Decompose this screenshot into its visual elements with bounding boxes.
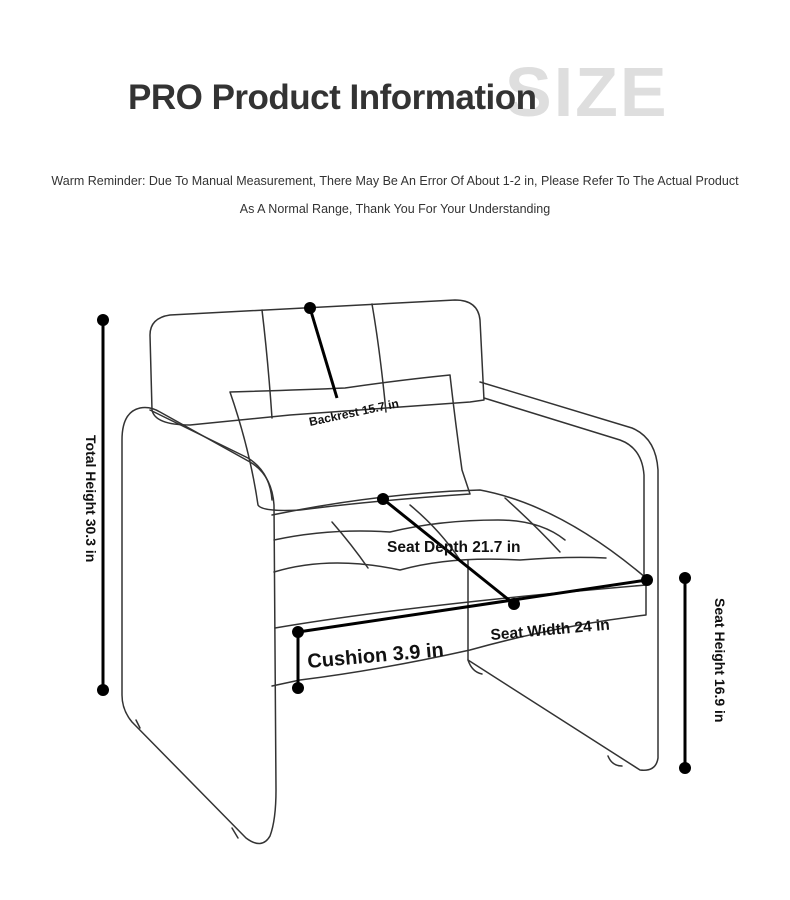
seat-depth-label: Seat Depth 21.7 in — [387, 539, 521, 556]
chair-backrest — [150, 300, 484, 425]
chair-illustration — [122, 300, 658, 844]
cushion-bottom-dot — [292, 682, 304, 694]
seat-height-top-dot — [679, 572, 691, 584]
chair-pillow — [230, 375, 470, 510]
backrest-line — [310, 308, 337, 398]
cushion-tuft-row-2 — [274, 557, 606, 572]
seat-depth-back-dot — [377, 493, 389, 505]
seat-height-label: Seat Height 16.9 in — [712, 598, 728, 723]
dimension-labels — [83, 396, 728, 722]
backrest-label: Backrest 15.7 in — [307, 396, 401, 429]
seat-height-bottom-dot — [679, 762, 691, 774]
warm-reminder-line-1: Warm Reminder: Due To Manual Measurement, There May Be An Error Of About 1-2 in, Please Refer To The Actual Product — [51, 174, 739, 188]
cushion-tuft-col-1 — [332, 522, 368, 568]
total-height-top-dot — [97, 314, 109, 326]
seat-width-label: Seat Width 24 in — [489, 616, 611, 644]
warm-reminder-line-2: As A Normal Range, Thank You For Your Understanding — [239, 202, 551, 216]
seat-depth-front-dot — [508, 598, 520, 610]
backrest-seam-right — [372, 304, 386, 412]
seat-width-right-dot — [641, 574, 653, 586]
page-title: PRO Product Information — [128, 78, 537, 117]
size-watermark: SIZE — [505, 53, 669, 131]
backrest-seam-left — [262, 310, 272, 418]
total-height-bottom-dot — [97, 684, 109, 696]
total-height-label: Total Height 30.3 in — [83, 435, 99, 563]
chair-right-arm — [468, 382, 658, 770]
cushion-label: Cushion 3.9 in — [306, 639, 445, 673]
backrest-top-dot — [304, 302, 316, 314]
dimension-endpoints — [97, 302, 691, 774]
seat-width-left-dot — [292, 626, 304, 638]
dimension-lines — [103, 308, 685, 768]
